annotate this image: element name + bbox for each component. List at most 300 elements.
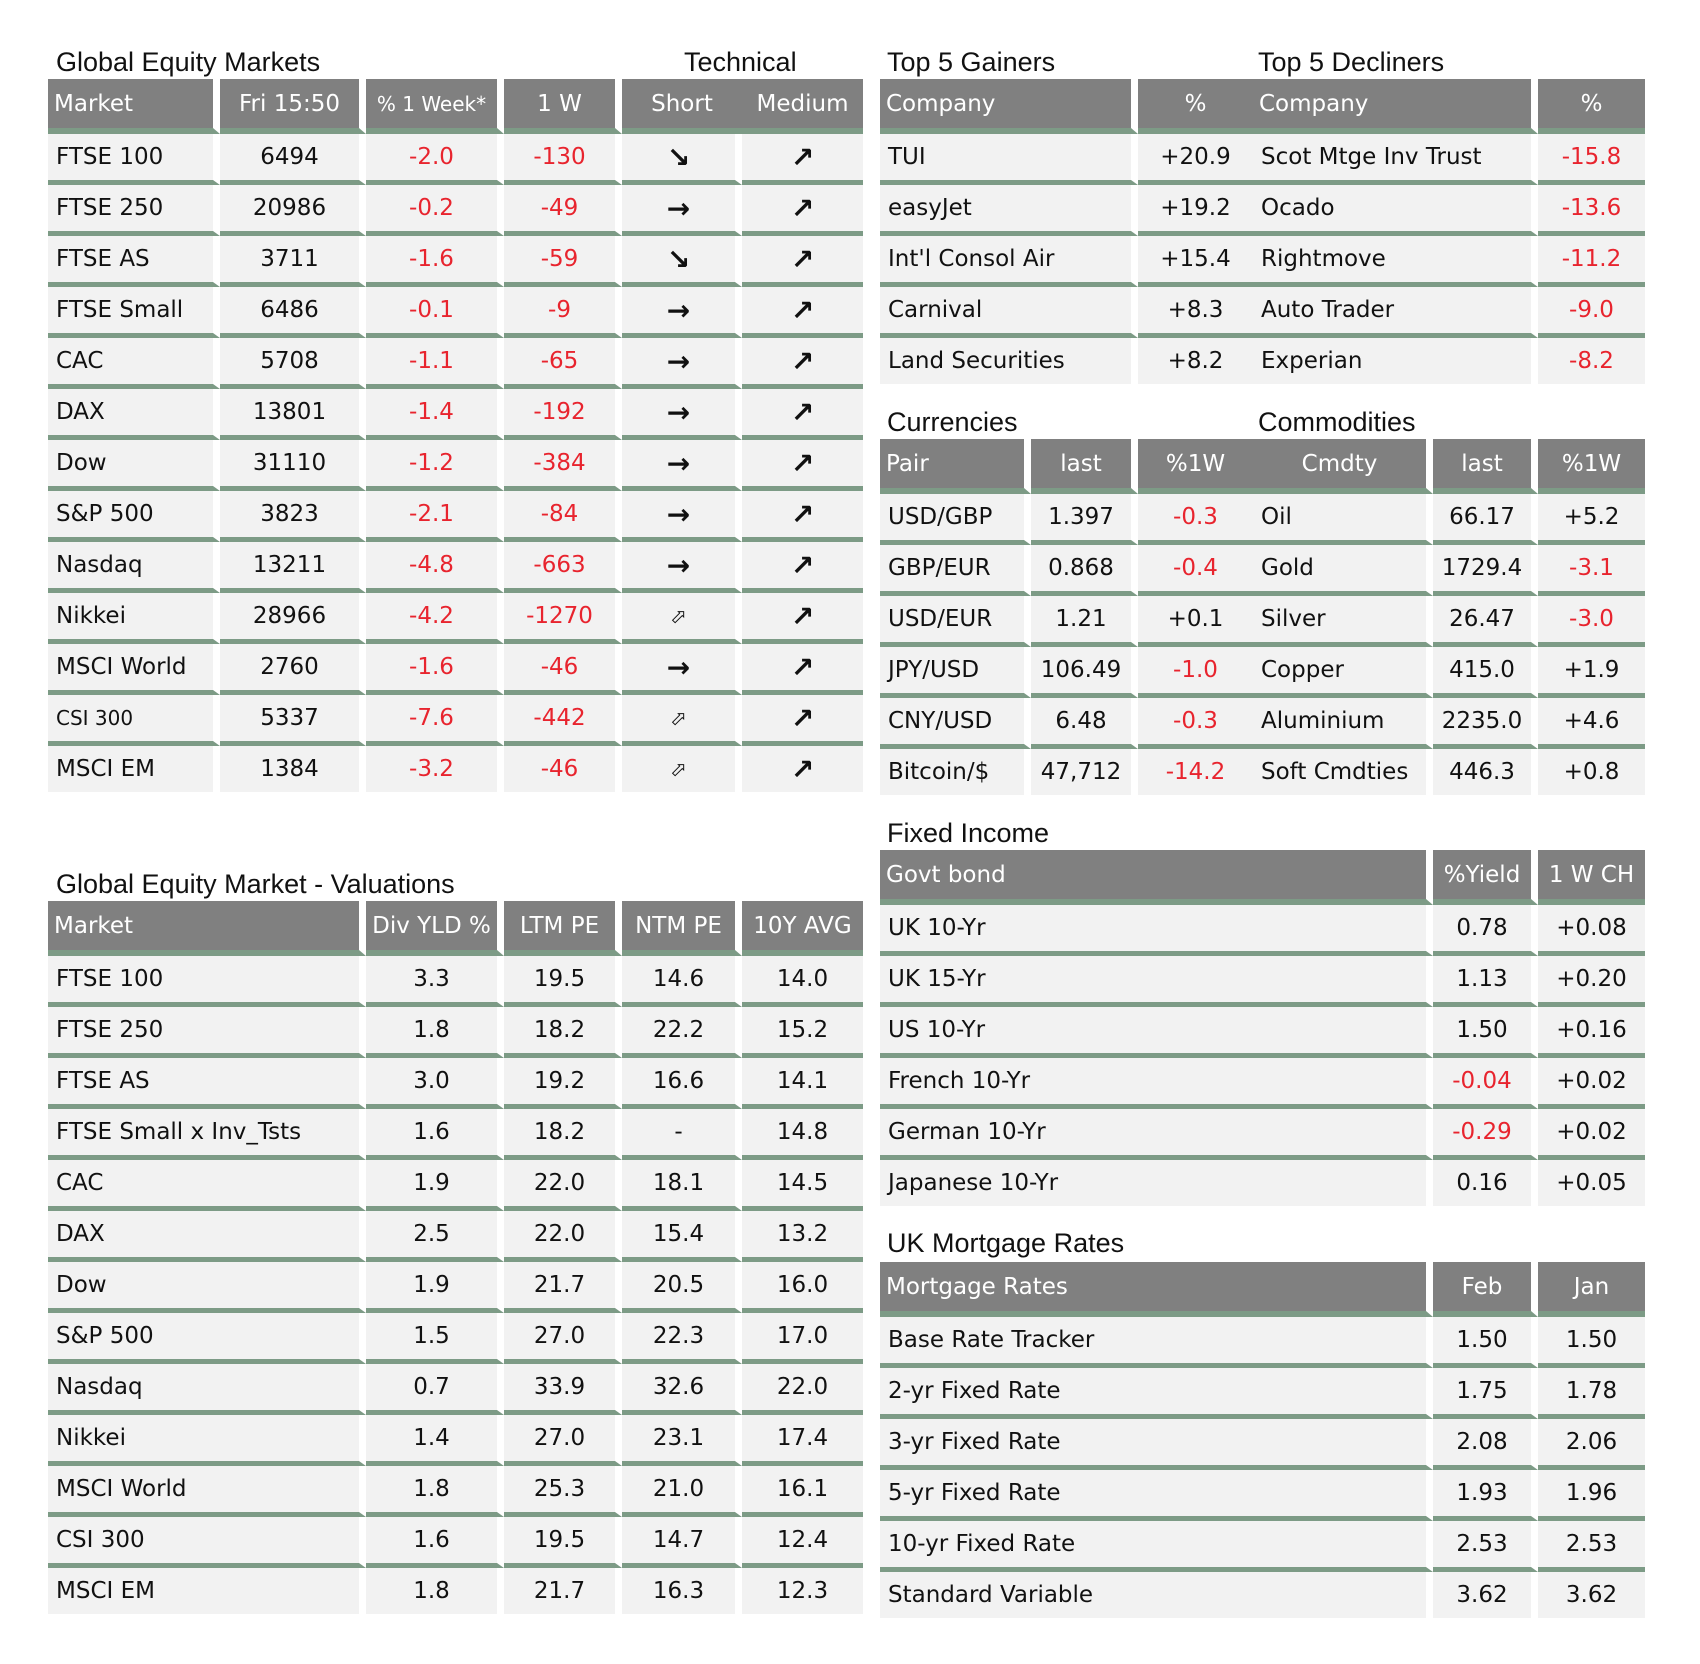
ntm-pe: 14.6: [622, 956, 742, 1007]
market-name: Nasdaq: [48, 1364, 366, 1415]
pct-change: -3.1: [1538, 545, 1645, 596]
table-row: [880, 905, 1645, 956]
table-row: [48, 644, 863, 695]
bond-name: Japanese 10-Yr: [880, 1160, 1433, 1211]
pct-change: -9.0: [1538, 287, 1645, 338]
div-yield: 2.5: [366, 1211, 504, 1262]
commodity-name: Soft Cmdties: [1253, 749, 1433, 800]
pct-change: -3.0: [1538, 596, 1645, 647]
short-trend-icon: ⬀: [622, 746, 742, 797]
gainers-table: [880, 79, 1253, 389]
pct-change: -1.6: [366, 644, 504, 695]
company-name: Land Securities: [880, 338, 1138, 389]
bond-name: UK 10-Yr: [880, 905, 1433, 956]
market-name: DAX: [48, 389, 220, 440]
currencies-title: Currencies: [887, 407, 1018, 437]
medium-trend-icon: ↗: [742, 236, 863, 287]
col-header-price: Fri 15:50: [220, 79, 366, 134]
table-row: [880, 338, 1253, 389]
table-header-row: [1253, 439, 1645, 494]
week-change: +0.02: [1538, 1058, 1645, 1109]
pct-change: -0.3: [1138, 494, 1253, 545]
ten-year-avg: 14.0: [742, 956, 863, 1007]
table-row: [48, 185, 863, 236]
technical-title: Technical: [684, 47, 797, 77]
index-value: 5337: [220, 695, 366, 746]
valuations-table: [48, 901, 863, 1619]
mortgage-name: 3-yr Fixed Rate: [880, 1419, 1433, 1470]
table-row: [48, 956, 863, 1007]
index-value: 1384: [220, 746, 366, 797]
table-row: [880, 698, 1253, 749]
feb-rate: 2.53: [1433, 1521, 1538, 1572]
col-header-company: Company: [1253, 79, 1538, 134]
col-header-pair: Pair: [880, 439, 1031, 494]
yield-value: 1.13: [1433, 956, 1538, 1007]
market-name: FTSE 250: [48, 185, 220, 236]
last-value: 0.868: [1031, 545, 1138, 596]
week-change: -59: [504, 236, 622, 287]
market-name: FTSE AS: [48, 236, 220, 287]
table-row: [48, 1517, 863, 1568]
table-row: [880, 185, 1253, 236]
col-header-last: last: [1433, 439, 1538, 494]
equity-title: Global Equity Markets: [56, 47, 321, 77]
div-yield: 1.8: [366, 1466, 504, 1517]
table-row: [48, 1058, 863, 1109]
table-row: [880, 647, 1253, 698]
company-name: Ocado: [1253, 185, 1538, 236]
market-name: MSCI World: [48, 644, 220, 695]
medium-trend-icon: ↗: [742, 389, 863, 440]
currency-pair: USD/GBP: [880, 494, 1031, 545]
medium-trend-icon: ↗: [742, 491, 863, 542]
last-value: 1.397: [1031, 494, 1138, 545]
pct-change: -1.0: [1138, 647, 1253, 698]
pct-change: -4.2: [366, 593, 504, 644]
short-trend-icon: ⬀: [622, 695, 742, 746]
market-name: S&P 500: [48, 1313, 366, 1364]
col-header-jan: Jan: [1538, 1262, 1645, 1317]
week-change: -130: [504, 134, 622, 185]
medium-trend-icon: ↗: [742, 185, 863, 236]
table-row: [48, 1262, 863, 1313]
week-change: -46: [504, 644, 622, 695]
table-row: [48, 287, 863, 338]
table-row: [880, 1317, 1645, 1368]
table-row: [880, 1058, 1645, 1109]
market-name: DAX: [48, 1211, 366, 1262]
pct-change: -8.2: [1538, 338, 1645, 389]
div-yield: 1.4: [366, 1415, 504, 1466]
last-value: 446.3: [1433, 749, 1538, 800]
last-value: 415.0: [1433, 647, 1538, 698]
currency-pair: Bitcoin/$: [880, 749, 1031, 800]
col-header-chg: %1W: [1138, 439, 1253, 494]
ten-year-avg: 14.5: [742, 1160, 863, 1211]
col-header-pct-week: % 1 Week*: [366, 79, 504, 134]
pct-change: -4.8: [366, 542, 504, 593]
ntm-pe: 21.0: [622, 1466, 742, 1517]
ntm-pe: 16.3: [622, 1568, 742, 1619]
col-header-10y-avg: 10Y AVG: [742, 901, 863, 956]
table-row: [880, 236, 1253, 287]
ten-year-avg: 22.0: [742, 1364, 863, 1415]
ten-year-avg: 17.4: [742, 1415, 863, 1466]
ltm-pe: 18.2: [504, 1109, 622, 1160]
table-row: [1253, 494, 1645, 545]
week-change: +0.20: [1538, 956, 1645, 1007]
table-row: [880, 749, 1253, 800]
table-row: [48, 1007, 863, 1058]
col-header-market: Market: [48, 79, 220, 134]
table-row: [48, 542, 863, 593]
table-row: [1253, 134, 1645, 185]
last-value: 47,712: [1031, 749, 1138, 800]
ten-year-avg: 14.8: [742, 1109, 863, 1160]
index-value: 3711: [220, 236, 366, 287]
col-header-chg: 1 W CH: [1538, 850, 1645, 905]
short-trend-icon: →: [622, 542, 742, 593]
col-header-ltm-pe: LTM PE: [504, 901, 622, 956]
last-value: 1729.4: [1433, 545, 1538, 596]
div-yield: 1.8: [366, 1568, 504, 1619]
col-header-pct: %: [1538, 79, 1645, 134]
last-value: 1.21: [1031, 596, 1138, 647]
ntm-pe: 22.3: [622, 1313, 742, 1364]
col-header-bond: Govt bond: [880, 850, 1433, 905]
pct-change: +0.8: [1538, 749, 1645, 800]
table-row: [880, 545, 1253, 596]
company-name: TUI: [880, 134, 1138, 185]
commodity-name: Gold: [1253, 545, 1433, 596]
table-row: [48, 389, 863, 440]
div-yield: 3.3: [366, 956, 504, 1007]
bond-name: French 10-Yr: [880, 1058, 1433, 1109]
mortgage-name: 5-yr Fixed Rate: [880, 1470, 1433, 1521]
market-name: FTSE Small: [48, 287, 220, 338]
div-yield: 1.6: [366, 1109, 504, 1160]
table-row: [48, 236, 863, 287]
table-row: [48, 1466, 863, 1517]
equity-markets-table: [48, 79, 863, 797]
ten-year-avg: 14.1: [742, 1058, 863, 1109]
feb-rate: 1.50: [1433, 1317, 1538, 1368]
ten-year-avg: 12.4: [742, 1517, 863, 1568]
ntm-pe: 20.5: [622, 1262, 742, 1313]
company-name: Carnival: [880, 287, 1138, 338]
pct-change: -14.2: [1138, 749, 1253, 800]
company-name: Scot Mtge Inv Trust: [1253, 134, 1538, 185]
div-yield: 1.9: [366, 1262, 504, 1313]
market-name: FTSE Small x Inv_Tsts: [48, 1109, 366, 1160]
col-header-yield: %Yield: [1433, 850, 1538, 905]
index-value: 13801: [220, 389, 366, 440]
ten-year-avg: 17.0: [742, 1313, 863, 1364]
table-row: [48, 1211, 863, 1262]
col-header-cmdty: Cmdty: [1253, 439, 1433, 494]
table-row: [48, 1160, 863, 1211]
table-row: [48, 338, 863, 389]
medium-trend-icon: ↗: [742, 440, 863, 491]
gainers-title: Top 5 Gainers: [887, 47, 1056, 77]
short-trend-icon: →: [622, 440, 742, 491]
table-row: [48, 593, 863, 644]
jan-rate: 1.96: [1538, 1470, 1645, 1521]
yield-value: -0.29: [1433, 1109, 1538, 1160]
table-row: [880, 1470, 1645, 1521]
bond-name: US 10-Yr: [880, 1007, 1433, 1058]
week-change: -442: [504, 695, 622, 746]
pct-change: +4.6: [1538, 698, 1645, 749]
pct-change: +20.9: [1138, 134, 1253, 185]
last-value: 6.48: [1031, 698, 1138, 749]
commodity-name: Silver: [1253, 596, 1433, 647]
last-value: 66.17: [1433, 494, 1538, 545]
feb-rate: 1.93: [1433, 1470, 1538, 1521]
jan-rate: 3.62: [1538, 1572, 1645, 1623]
ntm-pe: 23.1: [622, 1415, 742, 1466]
medium-trend-icon: ↗: [742, 746, 863, 797]
div-yield: 3.0: [366, 1058, 504, 1109]
medium-trend-icon: ↗: [742, 338, 863, 389]
mortgage-name: 2-yr Fixed Rate: [880, 1368, 1433, 1419]
market-name: FTSE 100: [48, 956, 366, 1007]
table-row: [880, 494, 1253, 545]
table-row: [1253, 236, 1645, 287]
short-trend-icon: ↘: [622, 134, 742, 185]
ntm-pe: 18.1: [622, 1160, 742, 1211]
week-change: +0.08: [1538, 905, 1645, 956]
market-name: MSCI EM: [48, 1568, 366, 1619]
table-row: [880, 134, 1253, 185]
medium-trend-icon: ↗: [742, 542, 863, 593]
pct-change: -1.1: [366, 338, 504, 389]
index-value: 2760: [220, 644, 366, 695]
commodities-title: Commodities: [1258, 407, 1416, 437]
table-header-row: [48, 79, 863, 134]
pct-change: -11.2: [1538, 236, 1645, 287]
week-change: +0.02: [1538, 1109, 1645, 1160]
ntm-pe: -: [622, 1109, 742, 1160]
ten-year-avg: 16.0: [742, 1262, 863, 1313]
pct-change: +5.2: [1538, 494, 1645, 545]
mortgage-name: Base Rate Tracker: [880, 1317, 1433, 1368]
div-yield: 1.6: [366, 1517, 504, 1568]
jan-rate: 1.78: [1538, 1368, 1645, 1419]
table-row: [48, 1415, 863, 1466]
ltm-pe: 19.5: [504, 1517, 622, 1568]
table-row: [48, 695, 863, 746]
medium-trend-icon: ↗: [742, 134, 863, 185]
table-row: [1253, 185, 1645, 236]
col-header-company: Company: [880, 79, 1138, 134]
col-header-chg: %1W: [1538, 439, 1645, 494]
table-row: [48, 1568, 863, 1619]
short-trend-icon: →: [622, 389, 742, 440]
table-row: [48, 1313, 863, 1364]
ltm-pe: 19.2: [504, 1058, 622, 1109]
medium-trend-icon: ↗: [742, 593, 863, 644]
mortgage-title: UK Mortgage Rates: [887, 1228, 1125, 1258]
currency-pair: CNY/USD: [880, 698, 1031, 749]
currency-pair: GBP/EUR: [880, 545, 1031, 596]
market-name: S&P 500: [48, 491, 220, 542]
currency-pair: JPY/USD: [880, 647, 1031, 698]
week-change: -46: [504, 746, 622, 797]
table-header-row: [1253, 79, 1645, 134]
week-change: -192: [504, 389, 622, 440]
commodities-table: [1253, 439, 1645, 800]
ten-year-avg: 12.3: [742, 1568, 863, 1619]
market-name: Nikkei: [48, 1415, 366, 1466]
ltm-pe: 21.7: [504, 1568, 622, 1619]
pct-change: +19.2: [1138, 185, 1253, 236]
pct-change: -1.2: [366, 440, 504, 491]
bond-name: UK 15-Yr: [880, 956, 1433, 1007]
col-header-pct: %: [1138, 79, 1253, 134]
yield-value: -0.04: [1433, 1058, 1538, 1109]
table-header-row: [880, 1262, 1645, 1317]
short-trend-icon: ⬀: [622, 593, 742, 644]
pct-change: +8.2: [1138, 338, 1253, 389]
mortgage-table: [880, 1262, 1645, 1623]
week-change: -663: [504, 542, 622, 593]
div-yield: 1.8: [366, 1007, 504, 1058]
col-header-last: last: [1031, 439, 1138, 494]
col-header-feb: Feb: [1433, 1262, 1538, 1317]
table-row: [880, 1368, 1645, 1419]
last-value: 106.49: [1031, 647, 1138, 698]
table-row: [1253, 698, 1645, 749]
jan-rate: 2.53: [1538, 1521, 1645, 1572]
pct-change: -7.6: [366, 695, 504, 746]
company-name: Auto Trader: [1253, 287, 1538, 338]
table-row: [880, 596, 1253, 647]
week-change: -9: [504, 287, 622, 338]
medium-trend-icon: ↗: [742, 695, 863, 746]
pct-change: -0.1: [366, 287, 504, 338]
table-header-row: [880, 79, 1253, 134]
table-row: [1253, 338, 1645, 389]
table-row: [880, 1109, 1645, 1160]
table-row: [880, 1521, 1645, 1572]
valuations-title: Global Equity Market - Valuations: [56, 869, 455, 899]
week-change: +0.05: [1538, 1160, 1645, 1211]
last-value: 26.47: [1433, 596, 1538, 647]
market-name: MSCI World: [48, 1466, 366, 1517]
table-row: [48, 746, 863, 797]
ntm-pe: 15.4: [622, 1211, 742, 1262]
table-header-row: [880, 850, 1645, 905]
decliners-title: Top 5 Decliners: [1258, 47, 1445, 77]
yield-value: 1.50: [1433, 1007, 1538, 1058]
index-value: 31110: [220, 440, 366, 491]
feb-rate: 3.62: [1433, 1572, 1538, 1623]
market-name: Nasdaq: [48, 542, 220, 593]
index-value: 13211: [220, 542, 366, 593]
pct-change: +0.1: [1138, 596, 1253, 647]
pct-change: -0.4: [1138, 545, 1253, 596]
ltm-pe: 22.0: [504, 1160, 622, 1211]
market-name: CAC: [48, 338, 220, 389]
table-header-row: [48, 901, 863, 956]
table-row: [880, 1419, 1645, 1470]
market-name: MSCI EM: [48, 746, 220, 797]
ltm-pe: 21.7: [504, 1262, 622, 1313]
index-value: 3823: [220, 491, 366, 542]
table-row: [1253, 287, 1645, 338]
pct-change: -1.6: [366, 236, 504, 287]
table-row: [1253, 596, 1645, 647]
col-header-market: Market: [48, 901, 366, 956]
company-name: Int'l Consol Air: [880, 236, 1138, 287]
short-trend-icon: ↘: [622, 236, 742, 287]
currency-pair: USD/EUR: [880, 596, 1031, 647]
company-name: Rightmove: [1253, 236, 1538, 287]
yield-value: 0.16: [1433, 1160, 1538, 1211]
table-row: [48, 1109, 863, 1160]
market-name: FTSE AS: [48, 1058, 366, 1109]
week-change: -1270: [504, 593, 622, 644]
table-row: [1253, 647, 1645, 698]
ten-year-avg: 15.2: [742, 1007, 863, 1058]
table-row: [1253, 545, 1645, 596]
index-value: 5708: [220, 338, 366, 389]
index-value: 6486: [220, 287, 366, 338]
pct-change: -2.1: [366, 491, 504, 542]
ltm-pe: 25.3: [504, 1466, 622, 1517]
col-header-1w: 1 W: [504, 79, 622, 134]
feb-rate: 1.75: [1433, 1368, 1538, 1419]
last-value: 2235.0: [1433, 698, 1538, 749]
commodity-name: Copper: [1253, 647, 1433, 698]
ltm-pe: 27.0: [504, 1415, 622, 1466]
ntm-pe: 16.6: [622, 1058, 742, 1109]
table-row: [48, 134, 863, 185]
market-name: FTSE 100: [48, 134, 220, 185]
ntm-pe: 22.2: [622, 1007, 742, 1058]
week-change: -65: [504, 338, 622, 389]
medium-trend-icon: ↗: [742, 644, 863, 695]
index-value: 28966: [220, 593, 366, 644]
ntm-pe: 14.7: [622, 1517, 742, 1568]
ltm-pe: 27.0: [504, 1313, 622, 1364]
table-row: [880, 956, 1645, 1007]
table-row: [880, 1160, 1645, 1211]
week-change: -49: [504, 185, 622, 236]
mortgage-name: 10-yr Fixed Rate: [880, 1521, 1433, 1572]
table-row: [880, 1572, 1645, 1623]
short-trend-icon: →: [622, 185, 742, 236]
fixed-income-table: [880, 850, 1645, 1211]
yield-value: 0.78: [1433, 905, 1538, 956]
table-row: [48, 440, 863, 491]
bond-name: German 10-Yr: [880, 1109, 1433, 1160]
table-row: [880, 1007, 1645, 1058]
week-change: -384: [504, 440, 622, 491]
ltm-pe: 33.9: [504, 1364, 622, 1415]
jan-rate: 1.50: [1538, 1317, 1645, 1368]
table-header-row: [880, 439, 1253, 494]
market-name: CSI 300: [48, 1517, 366, 1568]
pct-change: -3.2: [366, 746, 504, 797]
div-yield: 0.7: [366, 1364, 504, 1415]
pct-change: +8.3: [1138, 287, 1253, 338]
week-change: -84: [504, 491, 622, 542]
short-trend-icon: →: [622, 491, 742, 542]
company-name: easyJet: [880, 185, 1138, 236]
